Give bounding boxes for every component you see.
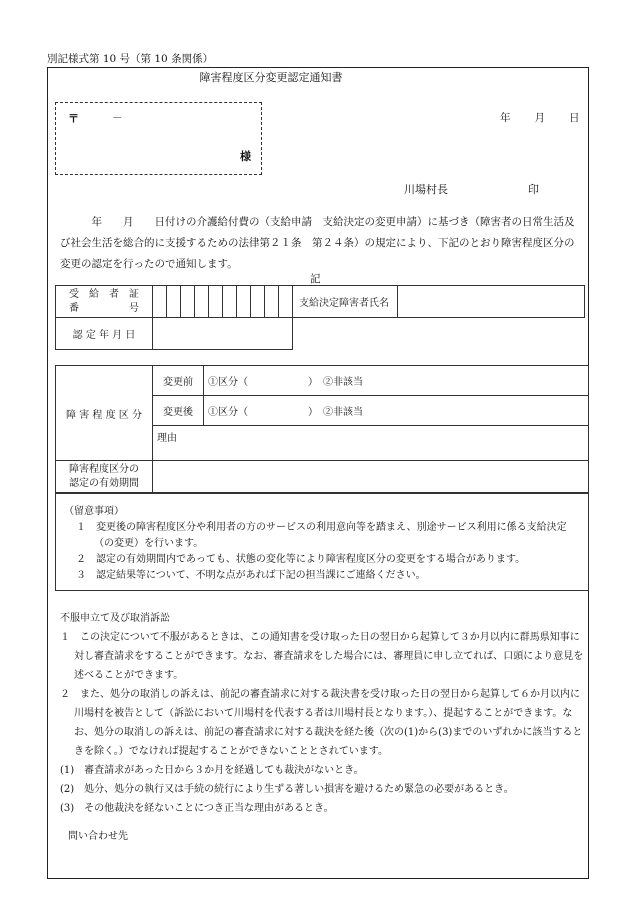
recipient-address-box [55,102,262,175]
cert-digit-cell[interactable] [265,286,279,318]
ki-mark: 記 [310,273,321,285]
appeal-item: (3) その他裁決を経ないことにつき正当な理由があるとき。 [60,803,334,814]
postal-dash: － [112,112,123,124]
cert-digit-cell[interactable] [195,286,209,318]
appeal-paragraph: １ この決定について不服があるときは、この通知書を受け取った日の翌日から起算して３か月以内に群馬県知事に対し審査請求をすることができます。なお、審査請求をした場合には、審理員に申し立てれば、口頭により意見を述べることができます。 [60,632,584,681]
cert-label-line1: 受 給 者 証 [69,288,139,300]
cert-digit-cell[interactable] [251,286,265,318]
document-title: 障害程度区分変更認定通知書 [199,71,343,84]
reason-field[interactable] [153,426,589,461]
note-item: １ 変更後の障害程度区分や利用者の方のサービスの利用意向等を踏まえ、別途サービス利用に係る支給決定（の変更）を行います。 [76,522,567,549]
date-year: 年 [500,112,511,124]
cert-label-line2: 番 号 [69,302,139,314]
before-value[interactable]: ①区分（ ） ②非該当 [204,366,589,396]
cert-date-label: 認 定 年 月 日 [56,318,153,350]
notes-heading: （留意事項） [64,506,124,517]
empty-cell [293,318,585,350]
validity-field[interactable] [153,461,589,493]
category-table [55,365,589,493]
holder-name-label: 支給決定障害者氏名 [293,286,398,318]
cert-digit-cell[interactable] [167,286,181,318]
issue-date [500,110,580,125]
cert-digit-cell[interactable] [237,286,251,318]
appeal-paragraph: ２ また、処分の取消しの訴えは、前記の審査請求に対する裁決書を受け取った日の翌日から起算して６か月以内に川場村を被告として（訴訟において川場村を代表する者は川場村長となります。）、提起することができます。なお、処分の取消しの訴えは、前記の審査請求に対する裁決を経た後（次の(1)から(3)までのいずれかに該当するときを除く。）でなければ提起することができないこととされています。 [60,689,583,757]
form-number: 別記様式第 10 号（第 10 条関係） [47,53,214,65]
cert-digit-cell[interactable] [209,286,223,318]
cert-digit-cell[interactable] [153,286,167,318]
notes-box [55,493,589,591]
category-label: 障 害 程 度 区 分 [56,366,153,461]
issuer-name: 川場村長 [404,183,448,196]
appeal-item: (1) 審査請求があった日から３か月を経過しても裁決がないとき。 [60,765,364,776]
before-label: 変更前 [153,366,204,396]
validity-label-line1: 障害程度区分の [69,463,139,475]
note-item: ２ 認定の有効期間内であっても、状態の変化等により障害程度区分の変更をする場合があります。 [76,554,526,565]
cert-digit-cell[interactable] [181,286,195,318]
notice-body: 年 月 日付けの介護給付費の（支給申請 支給決定の変更申請）に基づき（障害者の日常生活及び社会生活を総合的に支援するための法律第２１条 第２４条）の規定により、下記のとおり障害程度区分の変更の認定を行ったので通知します。 [60,216,575,270]
after-value[interactable]: ①区分（ ） ②非該当 [204,396,589,426]
validity-label-line2: 認定の有効期間 [69,477,139,489]
certificate-number-label [56,286,153,318]
appeal-heading: 不服申立て及び取消訴訟 [60,613,170,624]
appeal-item: (2) 処分、処分の執行又は手続の続行により生ずる著しい損害を避けるため緊急の必要があるとき。 [60,784,514,795]
postal-mark: 〒 [68,112,79,125]
inquiry-label: 問い合わせ先 [68,831,128,842]
after-label: 変更後 [153,396,204,426]
reason-label: 理由 [157,433,177,444]
cert-digit-cell[interactable] [279,286,293,318]
cert-digit-cell[interactable] [223,286,237,318]
date-day: 日 [569,112,580,124]
date-month: 月 [534,112,545,124]
holder-name-field[interactable] [398,286,585,318]
issuer-seal: 印 [528,183,539,196]
appeal-section [60,609,588,818]
cert-date-field[interactable] [153,318,293,350]
recipient-honorific: 様 [240,150,251,163]
note-item: ３ 認定結果等について、不明な点があれば下記の担当課にご連絡ください。 [76,570,426,581]
certificate-table [55,285,585,350]
validity-label [56,461,153,493]
